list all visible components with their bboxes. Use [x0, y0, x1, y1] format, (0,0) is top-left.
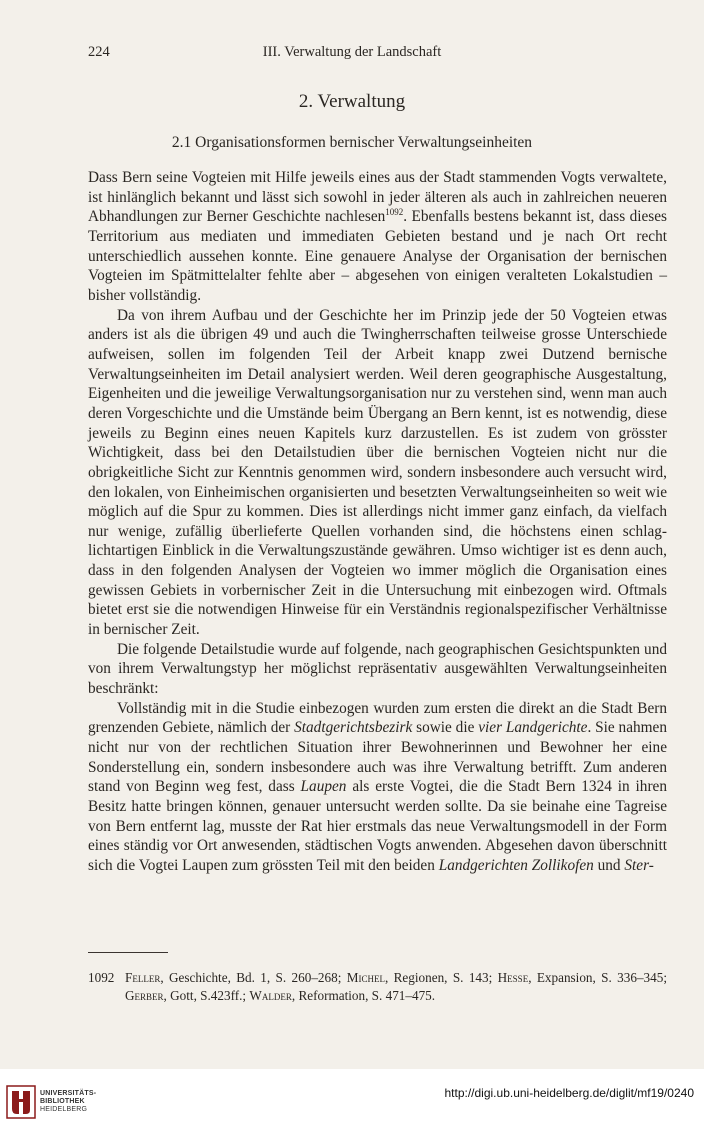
- library-logo-icon[interactable]: [6, 1085, 36, 1119]
- footnote: [88, 969, 667, 1004]
- section-title: 2.1 Organisationsformen bernischer Verwaltungseinheiten: [171, 134, 533, 151]
- term-landgerichten-zollikofen: Landgerichten Zollikofen: [438, 856, 594, 874]
- paragraph-2: Da von ihrem Aufbau und der Geschichte her im Prinzip jede der 50 Vogteien etwas anders ist als die übrigen 49 und auch die Twingherrschaften teilweise grosse Unterschiede aufweisen, sollen im folgenden Teil der Arbeit knapp zwei Dutzend bernische Verwaltungseinheiten im Detail analysiert werden. Weil deren geographische Ausgestaltung, Eigenheiten und die jeweilige Verwaltungsorganisation nur zu verstehen sind, wenn man auch deren Vorgeschichte und die Umstände beim Übergang an Bern kennt, ist es notwendig, diese jeweils zu Beginn eines neuen Kapitels kurz darzustellen. Es ist zudem von grösster Wichtigkeit, dass bei den Detailstudien über die bernischen Vogteien nicht nur die obrigkeitliche Sicht zur Kenntnis genommen wird, sondern insbesondere auch versucht wird, den lokalen, von Einheimischen organisierten und besetzten Verwaltungseinheiten so weit wie möglich auf die Spur zu kommen. Dies ist allerdings nicht immer ganz einfach, da vielfach nur wenige, zufällig überlieferte Quellen vorhanden sind, die höchstens einen schlaglichtartigen Einblick in die Verwaltungszustände gewähren. Umso wichtiger ist es denn auch, dass in den folgenden Analysen der Vogteien wo immer möglich die Organisation eines gewissen Gebiets in vorbernischer Zeit in die Untersuchung mit einbezogen wird. Oftmals bietet erst sie die notwendigen Hinweise für ein Verständnis regionalspezifischer Verhältnisse in bernischer Zeit.: [88, 306, 667, 639]
- running-head: [88, 44, 616, 64]
- footnote-citation: , Gott, S.423ff.;: [163, 987, 250, 1003]
- paragraph-4-text: als erste Vogtei, die die Stadt Bern 1324 in ihren Besitz hatte bringen können, genauer untersucht werden sollte. Da sie beinahe eine Tagreise von Bern entfernt lag, musste der Rat hier erstmals das neue Verwaltungsmodell in der Form eines ständig vor Ort anwesenden, städtischen Vogts anwenden. Abgesehen davon überschnitt sich die Vogtei Laupen zum grössten Teil mit den beiden: [88, 778, 667, 874]
- footnote-citation: , Regionen, S. 143;: [384, 970, 498, 985]
- paragraph-1-text-b: . Ebenfalls bestens bekannt ist, dass dieses Territorium aus mediaten und immediaten Gebieten bestand und je nach Ort recht unterschiedlich aussehen konnte. Eine genauere Analyse der Organisation der bernischen Vogteien im Spätmittelalter fehlte aber – abgesehen von einigen veralteten Lokalstudien – bisher vollständig.: [88, 208, 667, 304]
- term-laupen: Laupen: [300, 778, 347, 796]
- term-stadtgerichtsbezirk: Stadtgerichtsbezirk: [294, 719, 413, 737]
- running-title: III. Verwaltung der Landschaft: [262, 44, 442, 60]
- author-hesse: Hesse: [497, 970, 529, 985]
- footnote-citation: , Reformation, S. 471–475.: [291, 987, 436, 1003]
- footnote-citation: , Expansion, S. 336–345;: [528, 970, 668, 985]
- paragraph-4-text: und: [593, 856, 625, 874]
- library-name-line-1: UNIVERSITÄTS-: [40, 1090, 97, 1097]
- author-gerber: Gerber: [125, 987, 164, 1003]
- body-text: [88, 168, 667, 876]
- footnote-number: 1092: [88, 970, 115, 985]
- paragraph-4-text: Vollständig mit in die Studie einbezogen wurden zum ersten die direkt an die Stadt Bern grenzenden Gebiete, nämlich der: [88, 699, 667, 737]
- paragraph-4-text: sowie die: [412, 719, 479, 737]
- chapter-title: 2. Verwaltung: [298, 91, 406, 112]
- author-michel: Michel: [346, 970, 385, 985]
- library-name: [40, 1090, 96, 1114]
- author-walder: Walder: [249, 987, 292, 1003]
- author-feller: Feller: [125, 970, 161, 985]
- permalink-url[interactable]: http://digi.ub.uni-heidelberg.de/diglit/mf19/0240: [444, 1086, 694, 1100]
- footnote-citation: , Geschichte, Bd. 1, S. 260–268;: [160, 970, 347, 985]
- footnote-reference[interactable]: 1092: [385, 207, 404, 218]
- paragraph-3: Die folgende Detailstudie wurde auf folgende, nach geographischen Gesichtspunkten und von ihrem Verwaltungstyp her möglichst repräsentativ ausgewählten Verwaltungseinheiten beschränkt:: [88, 640, 667, 698]
- footnote-text: [125, 969, 667, 1004]
- paragraph-1: [88, 168, 667, 306]
- term-sternenberg: Ster-: [624, 856, 654, 874]
- library-name-line-3: HEIDELBERG: [40, 1106, 88, 1113]
- footnote-rule: [88, 952, 168, 953]
- paragraph-4-text: . Sie nahmen nicht nur von der rechtlichen Situation ihrer Bewohnerinnen und Bewohner her eine Sonderstellung ein, sondern insbesondere auch was ihre Verwaltung betrifft. Zum anderen stand von Beginn weg fest, dass: [88, 719, 667, 796]
- page-number: 224: [88, 44, 110, 60]
- library-name-line-2: BIBLIOTHEK: [40, 1098, 85, 1105]
- paragraph-1-text-a: Dass Bern seine Vogteien mit Hilfe jeweils eines aus der Stadt stammenden Vogts verwaltete, ist hinlänglich bekannt und lässt sich sowohl in jeder älteren als auch in zahlreichen neueren Abhandlungen zur Berner Geschichte nachlesen: [88, 169, 667, 226]
- term-vier-landgerichte: vier Landgerichte: [478, 719, 588, 737]
- paragraph-4: [88, 699, 667, 876]
